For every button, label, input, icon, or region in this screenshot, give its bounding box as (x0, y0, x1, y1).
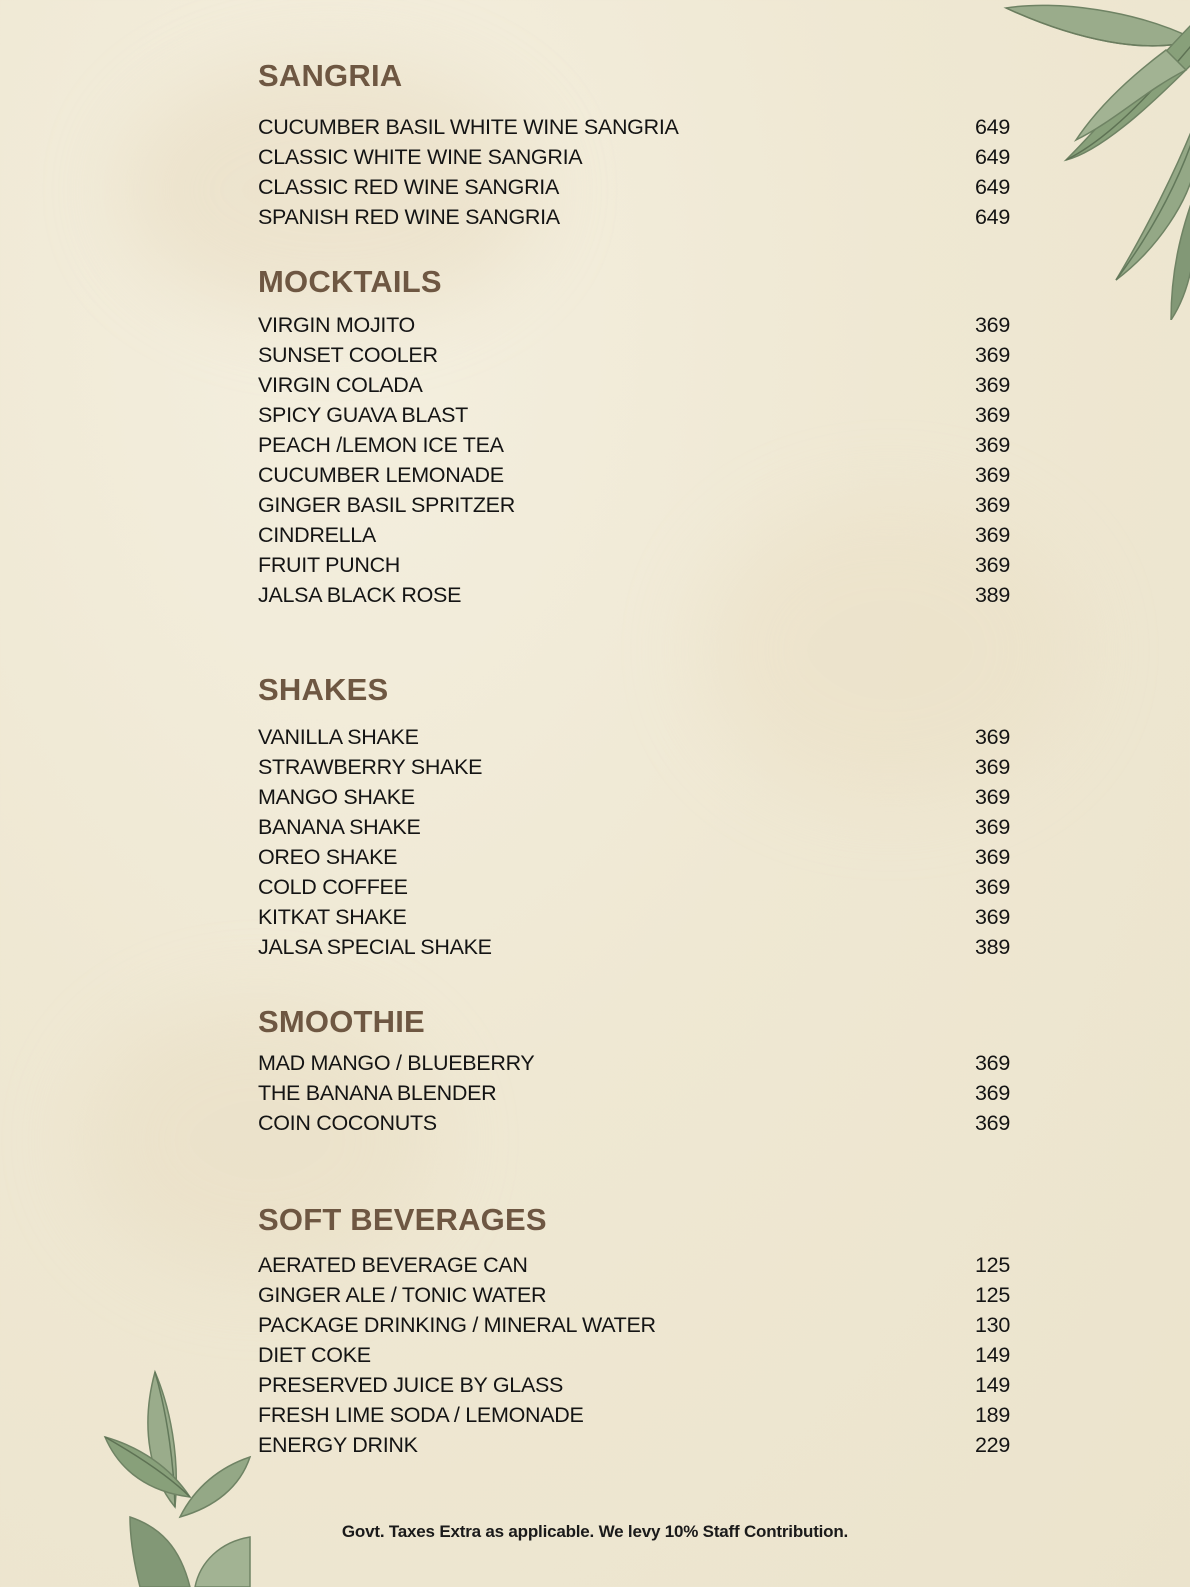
list-item (258, 430, 1010, 460)
list-item (258, 400, 1010, 430)
item-name: FRESH LIME SODA / LEMONADE (258, 1402, 584, 1427)
item-price: 149 (975, 1342, 1010, 1367)
item-price: 649 (975, 174, 1010, 199)
list-item (258, 550, 1010, 580)
item-name: SPICY GUAVA BLAST (258, 402, 468, 427)
item-name: GINGER ALE / TONIC WATER (258, 1282, 547, 1307)
list-item (258, 1048, 1010, 1078)
item-price: 649 (975, 114, 1010, 139)
list-item (258, 142, 1010, 172)
section-soft-beverages (258, 1200, 1010, 1460)
section-title: SOFT BEVERAGES (258, 1202, 547, 1237)
item-price: 369 (975, 432, 1010, 457)
list-item (258, 812, 1010, 842)
item-name: MAD MANGO / BLUEBERRY (258, 1050, 535, 1075)
list-item (258, 1280, 1010, 1310)
item-price: 369 (975, 1050, 1010, 1075)
item-price: 649 (975, 204, 1010, 229)
item-name: SUNSET COOLER (258, 342, 438, 367)
item-name: PACKAGE DRINKING / MINERAL WATER (258, 1312, 656, 1337)
item-price: 369 (975, 522, 1010, 547)
list-item (258, 1078, 1010, 1108)
item-price: 369 (975, 1110, 1010, 1135)
list-item (258, 112, 1010, 142)
item-name: PRESERVED JUICE BY GLASS (258, 1372, 564, 1397)
item-price: 125 (975, 1282, 1010, 1307)
list-item (258, 872, 1010, 902)
section-mocktails (258, 262, 1010, 610)
section-smoothie (258, 1002, 1010, 1138)
list-item (258, 842, 1010, 872)
list-item (258, 1430, 1010, 1460)
item-name: VIRGIN COLADA (258, 372, 423, 397)
list-item (258, 202, 1010, 232)
item-name: KITKAT SHAKE (258, 904, 407, 929)
list-item (258, 340, 1010, 370)
list-item (258, 1340, 1010, 1370)
item-price: 369 (975, 462, 1010, 487)
section-title: SMOOTHIE (258, 1004, 425, 1039)
item-price: 125 (975, 1252, 1010, 1277)
list-item (258, 722, 1010, 752)
item-price: 369 (975, 784, 1010, 809)
list-item (258, 1250, 1010, 1280)
item-price: 369 (975, 402, 1010, 427)
item-name: THE BANANA BLENDER (258, 1080, 497, 1105)
list-item (258, 752, 1010, 782)
list-item (258, 932, 1010, 962)
item-name: STRAWBERRY SHAKE (258, 754, 483, 779)
leaf-cluster-icon (996, 0, 1190, 320)
item-price: 189 (975, 1402, 1010, 1427)
item-price: 369 (975, 372, 1010, 397)
item-name: DIET COKE (258, 1342, 371, 1367)
item-price: 369 (975, 492, 1010, 517)
item-name: CLASSIC WHITE WINE SANGRIA (258, 144, 583, 169)
list-item (258, 902, 1010, 932)
item-name: FRUIT PUNCH (258, 552, 401, 577)
item-name: GINGER BASIL SPRITZER (258, 492, 515, 517)
list-item (258, 1370, 1010, 1400)
item-price: 369 (975, 844, 1010, 869)
item-price: 369 (975, 874, 1010, 899)
item-name: SPANISH RED WINE SANGRIA (258, 204, 560, 229)
menu-content (258, 56, 1010, 1460)
item-name: AERATED BEVERAGE CAN (258, 1252, 528, 1277)
item-name: VIRGIN MOJITO (258, 312, 415, 337)
item-price: 369 (975, 754, 1010, 779)
item-price: 369 (975, 552, 1010, 577)
list-item (258, 1310, 1010, 1340)
section-sangria (258, 56, 1010, 232)
list-item (258, 782, 1010, 812)
item-price: 130 (975, 1312, 1010, 1337)
item-price: 369 (975, 1080, 1010, 1105)
item-name: COIN COCONUTS (258, 1110, 437, 1135)
item-price: 369 (975, 904, 1010, 929)
list-item (258, 172, 1010, 202)
leaf-cluster-icon (100, 1367, 260, 1587)
item-price: 389 (975, 582, 1010, 607)
section-title: SHAKES (258, 672, 389, 707)
list-item (258, 1400, 1010, 1430)
item-price: 149 (975, 1372, 1010, 1397)
list-item (258, 370, 1010, 400)
footer-tax-note: Govt. Taxes Extra as applicable. We levy 10% Staff Contribution. (341, 1522, 849, 1541)
item-name: PEACH /LEMON ICE TEA (258, 432, 504, 457)
list-item (258, 580, 1010, 610)
item-name: ENERGY DRINK (258, 1432, 418, 1457)
item-price: 389 (975, 934, 1010, 959)
item-price: 369 (975, 724, 1010, 749)
item-price: 369 (975, 312, 1010, 337)
item-name: CUCUMBER LEMONADE (258, 462, 504, 487)
item-price: 369 (975, 814, 1010, 839)
item-name: COLD COFFEE (258, 874, 408, 899)
item-price: 369 (975, 342, 1010, 367)
item-name: BANANA SHAKE (258, 814, 421, 839)
item-name: OREO SHAKE (258, 844, 398, 869)
item-name: VANILLA SHAKE (258, 724, 419, 749)
list-item (258, 310, 1010, 340)
item-price: 649 (975, 144, 1010, 169)
list-item (258, 490, 1010, 520)
item-name: CLASSIC RED WINE SANGRIA (258, 174, 560, 199)
item-price: 229 (975, 1432, 1010, 1457)
item-name: JALSA BLACK ROSE (258, 582, 462, 607)
item-name: CUCUMBER BASIL WHITE WINE SANGRIA (258, 114, 679, 139)
section-title: SANGRIA (258, 58, 403, 93)
list-item (258, 460, 1010, 490)
list-item (258, 520, 1010, 550)
list-item (258, 1108, 1010, 1138)
item-name: MANGO SHAKE (258, 784, 415, 809)
section-shakes (258, 670, 1010, 962)
item-name: CINDRELLA (258, 522, 376, 547)
section-title: MOCKTAILS (258, 264, 442, 299)
item-name: JALSA SPECIAL SHAKE (258, 934, 492, 959)
